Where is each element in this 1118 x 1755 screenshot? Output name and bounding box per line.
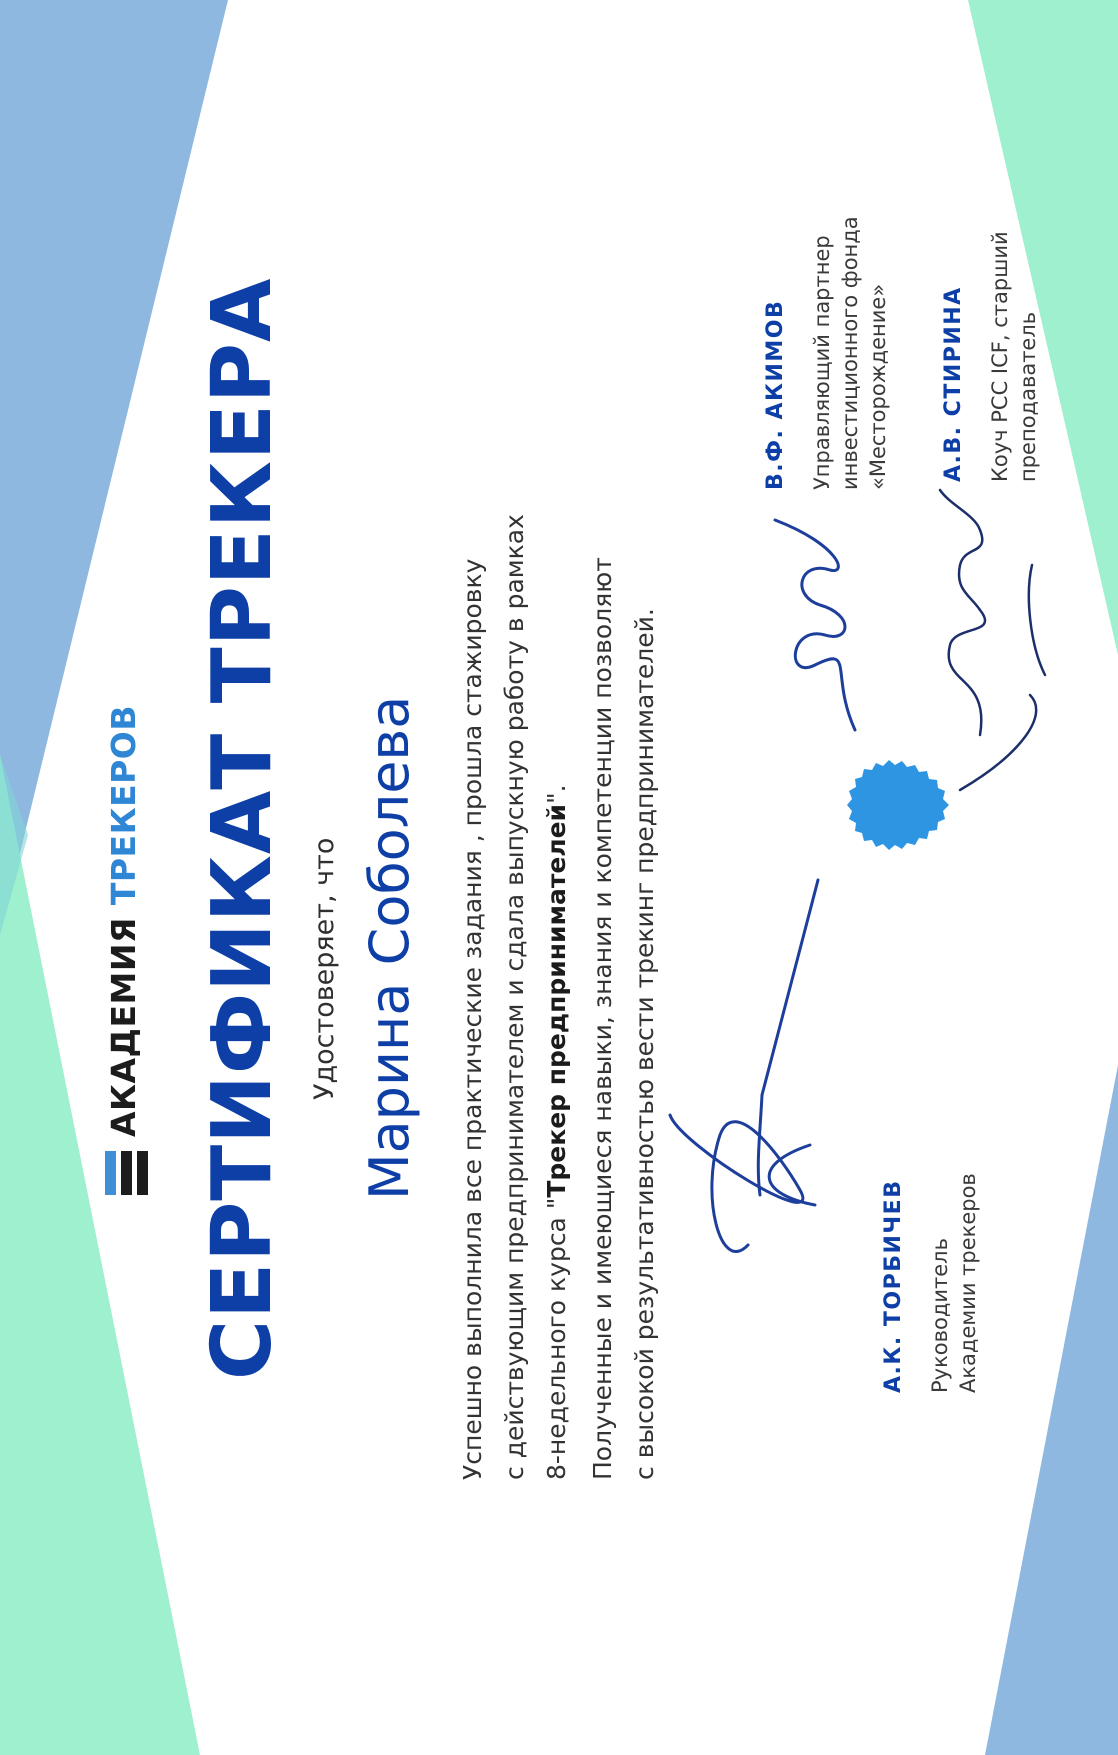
signatory-name: А.В. СТИРИНА [941, 286, 966, 482]
signatory-stirina [940, 231, 1042, 482]
logo-mark-icon [100, 1151, 146, 1195]
body-line-5: с высокой результативностью вести трекинг предпринимателей. [630, 608, 659, 1480]
signatory-role [986, 231, 1042, 482]
signature-torbichev [660, 875, 830, 1395]
certificate-subtitle: Удостоверяет, что [309, 837, 340, 1100]
signatory-role-line-2: преподаватель [1016, 311, 1040, 482]
recipient-name: Марина Соболева [358, 695, 421, 1200]
signatory-role-line-1: Руководитель [928, 1238, 952, 1393]
body-line-4: Полученные и имеющиеся навыки, знания и компетенции позволяют [588, 557, 617, 1480]
certificate-body [452, 350, 666, 1480]
body-line-3-suffix: ". [542, 784, 571, 804]
signature-stirina [920, 485, 1060, 795]
signature-akimov [760, 515, 870, 735]
certificate-title: СЕРТИФИКАТ ТРЕКЕРА [195, 277, 290, 1380]
signatory-role-line-3: «Месторождение» [866, 283, 890, 490]
signatory-role [808, 216, 892, 490]
signatory-name: А.К. ТОРБИЧЕВ [881, 1179, 906, 1393]
body-line-3 [536, 350, 578, 1480]
body-line-2: с действующим предпринимателем и сдала выпускную работу в рамках [500, 514, 529, 1480]
signatory-name: В.Ф. АКИМОВ [763, 299, 788, 490]
course-name: Трекер предпринимателей [542, 803, 571, 1198]
signatory-role-line-1: Управляющий партнер [810, 235, 834, 490]
signatory-torbichev [880, 1173, 982, 1393]
signatory-role-line-2: Академии трекеров [956, 1173, 980, 1393]
body-line-1: Успешно выполнила все практические задания , прошла стажировку [458, 558, 487, 1480]
signatory-role-line-2: инвестиционного фонда [838, 216, 862, 490]
signatory-role-line-1: Коуч PCC ICF, старший [988, 231, 1012, 482]
logo-word-2: ТРЕКЕРОВ [104, 704, 143, 906]
logo-text [104, 705, 144, 1137]
signatory-role [926, 1173, 982, 1393]
body-line-3-prefix: 8-недельного курса " [542, 1197, 571, 1480]
signatory-akimov [762, 216, 892, 490]
logo-word-1: АКАДЕМИЯ [104, 917, 143, 1137]
